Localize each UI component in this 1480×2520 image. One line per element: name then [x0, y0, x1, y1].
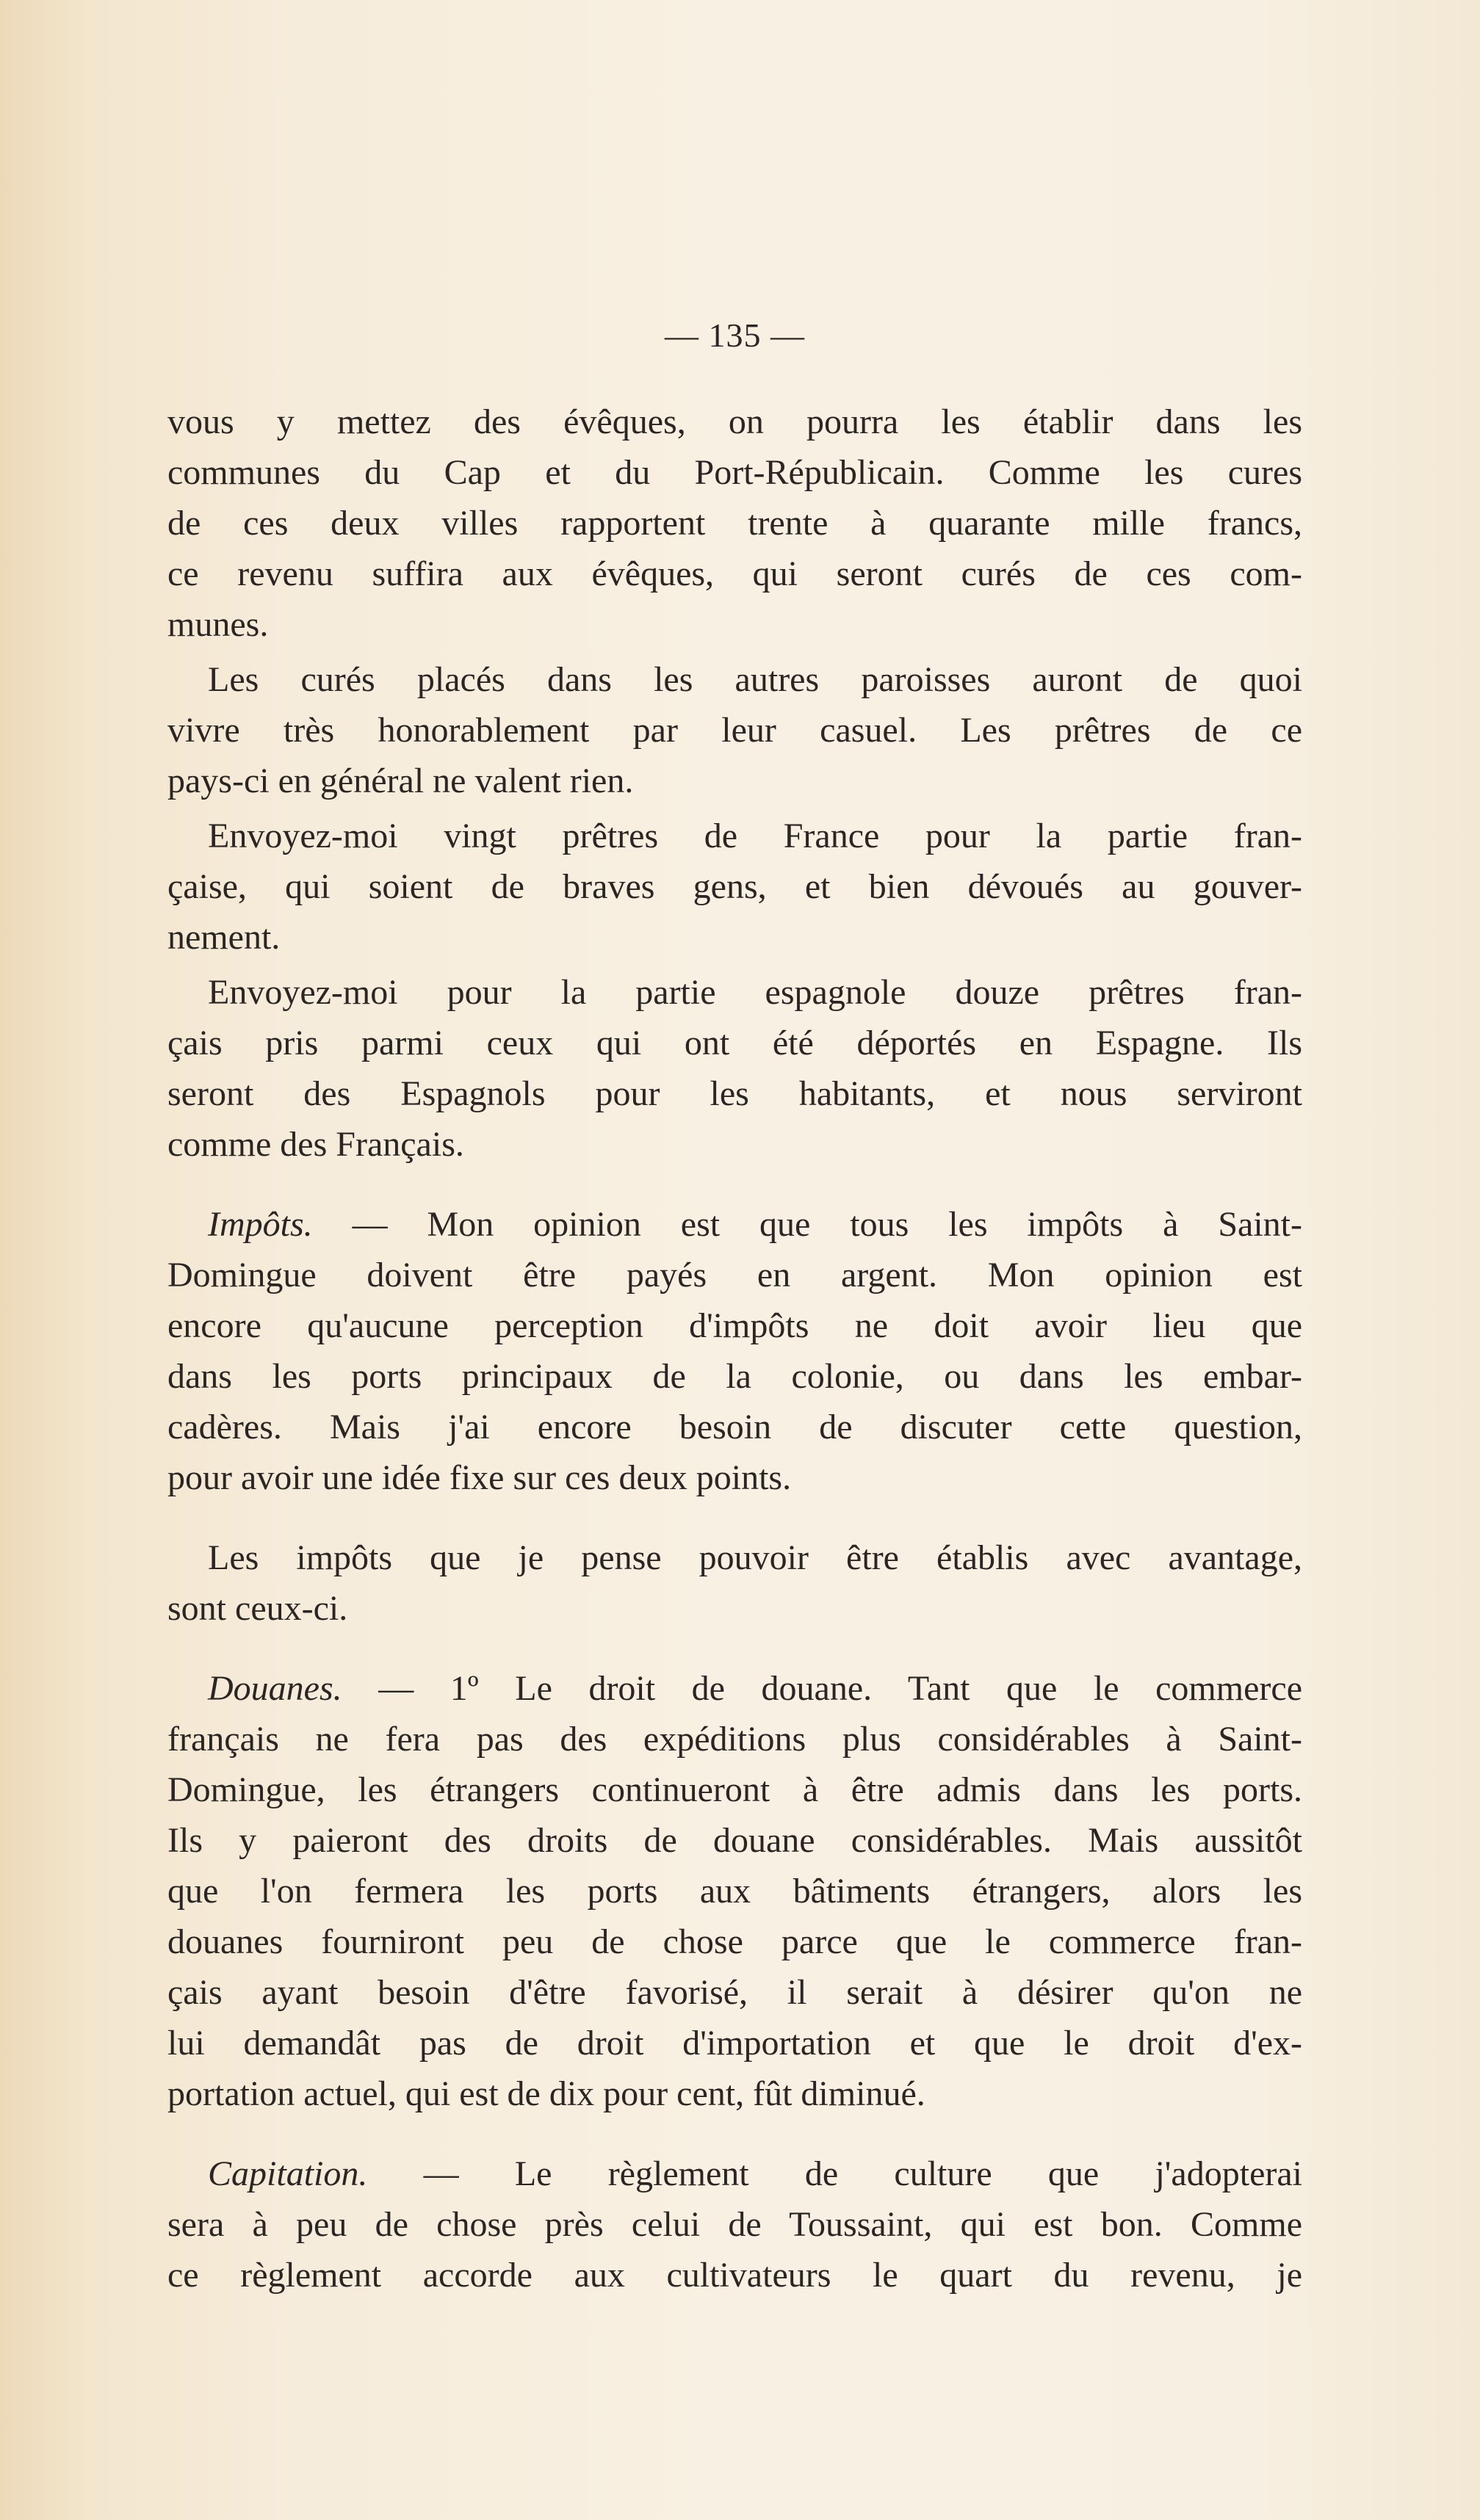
paragraph-capitation	[167, 2148, 1302, 2300]
text-line: çais ayant besoin d'être favorisé, il serait à désirer qu'on ne	[167, 1973, 1302, 2012]
paragraph-douanes	[167, 1663, 1302, 2119]
paragraph	[167, 654, 1302, 806]
text-line: de ces deux villes rapportent trente à quarante mille francs,	[167, 504, 1302, 543]
text-line: comme des Français.	[167, 1125, 464, 1164]
body-text	[167, 397, 1302, 2305]
text-line: çais pris parmi ceux qui ont été déportés en Espagne. Ils	[167, 1024, 1302, 1062]
text-line: cadères. Mais j'ai encore besoin de discuter cette question,	[167, 1408, 1302, 1447]
text-line: pays-ci en général ne valent rien.	[167, 761, 634, 800]
paragraph	[167, 811, 1302, 963]
section-heading-capitation: Capitation.	[208, 2154, 368, 2193]
text-run: — Mon opinion est que tous les impôts à Saint-	[312, 1205, 1302, 1244]
paragraph	[167, 967, 1302, 1170]
text-line: Domingue doivent être payés en argent. Mon opinion est	[167, 1256, 1302, 1295]
text-line: Les impôts que je pense pouvoir être établis avec avantage,	[208, 1538, 1302, 1577]
text-line	[167, 1663, 1302, 1714]
text-line: français ne fera pas des expéditions plus considérables à Saint-	[167, 1720, 1302, 1759]
text-line: encore qu'aucune perception d'impôts ne doit avoir lieu que	[167, 1306, 1302, 1345]
text-line: Envoyez-moi pour la partie espagnole douze prêtres fran-	[208, 973, 1302, 1012]
paragraph-impots	[167, 1199, 1302, 1503]
text-line: Domingue, les étrangers continueront à être admis dans les ports.	[167, 1770, 1302, 1809]
text-line: Envoyez-moi vingt prêtres de France pour la partie fran-	[208, 817, 1302, 855]
text-line: sont ceux-ci.	[167, 1589, 348, 1628]
paragraph	[167, 397, 1302, 650]
text-line: Ils y paieront des droits de douane considérables. Mais aussitôt	[167, 1821, 1302, 1860]
text-line: ce règlement accorde aux cultivateurs le quart du revenu, je	[167, 2256, 1302, 2295]
text-line: vivre très honorablement par leur casuel. Les prêtres de ce	[167, 711, 1302, 750]
text-line: çaise, qui soient de braves gens, et bien dévoués au gouver-	[167, 867, 1302, 906]
text-run: — Le règlement de culture que j'adopterai	[367, 2154, 1302, 2193]
text-run: — 1º Le droit de douane. Tant que le commerce	[342, 1669, 1302, 1708]
text-line: munes.	[167, 605, 269, 644]
text-line: seront des Espagnols pour les habitants, et nous serviront	[167, 1074, 1302, 1113]
text-line: vous y mettez des évêques, on pourra les établir dans les	[167, 402, 1302, 441]
text-line: pour avoir une idée fixe sur ces deux points.	[167, 1458, 792, 1497]
text-line: Les curés placés dans les autres paroisses auront de quoi	[208, 660, 1302, 699]
text-line: lui demandât pas de droit d'importation et que le droit d'ex-	[167, 2024, 1302, 2063]
text-line: sera à peu de chose près celui de Toussaint, qui est bon. Comme	[167, 2205, 1302, 2244]
paragraph	[167, 1532, 1302, 1634]
text-line: que l'on fermera les ports aux bâtiments étrangers, alors les	[167, 1872, 1302, 1911]
section-heading-douanes: Douanes.	[208, 1669, 342, 1708]
text-line: portation actuel, qui est de dix pour cent, fût diminué.	[167, 2074, 925, 2113]
text-line: douanes fourniront peu de chose parce que le commerce fran-	[167, 1922, 1302, 1961]
text-line: nement.	[167, 918, 281, 957]
text-line: communes du Cap et du Port-Républicain. Comme les cures	[167, 453, 1302, 492]
text-line	[167, 1199, 1302, 1250]
page-number: — 135 —	[665, 316, 805, 354]
section-heading-impots: Impôts.	[208, 1205, 313, 1244]
text-line: ce revenu suffira aux évêques, qui seront curés de ces com-	[167, 554, 1302, 593]
text-line	[167, 2148, 1302, 2199]
text-line: dans les ports principaux de la colonie, ou dans les embar-	[167, 1357, 1302, 1396]
